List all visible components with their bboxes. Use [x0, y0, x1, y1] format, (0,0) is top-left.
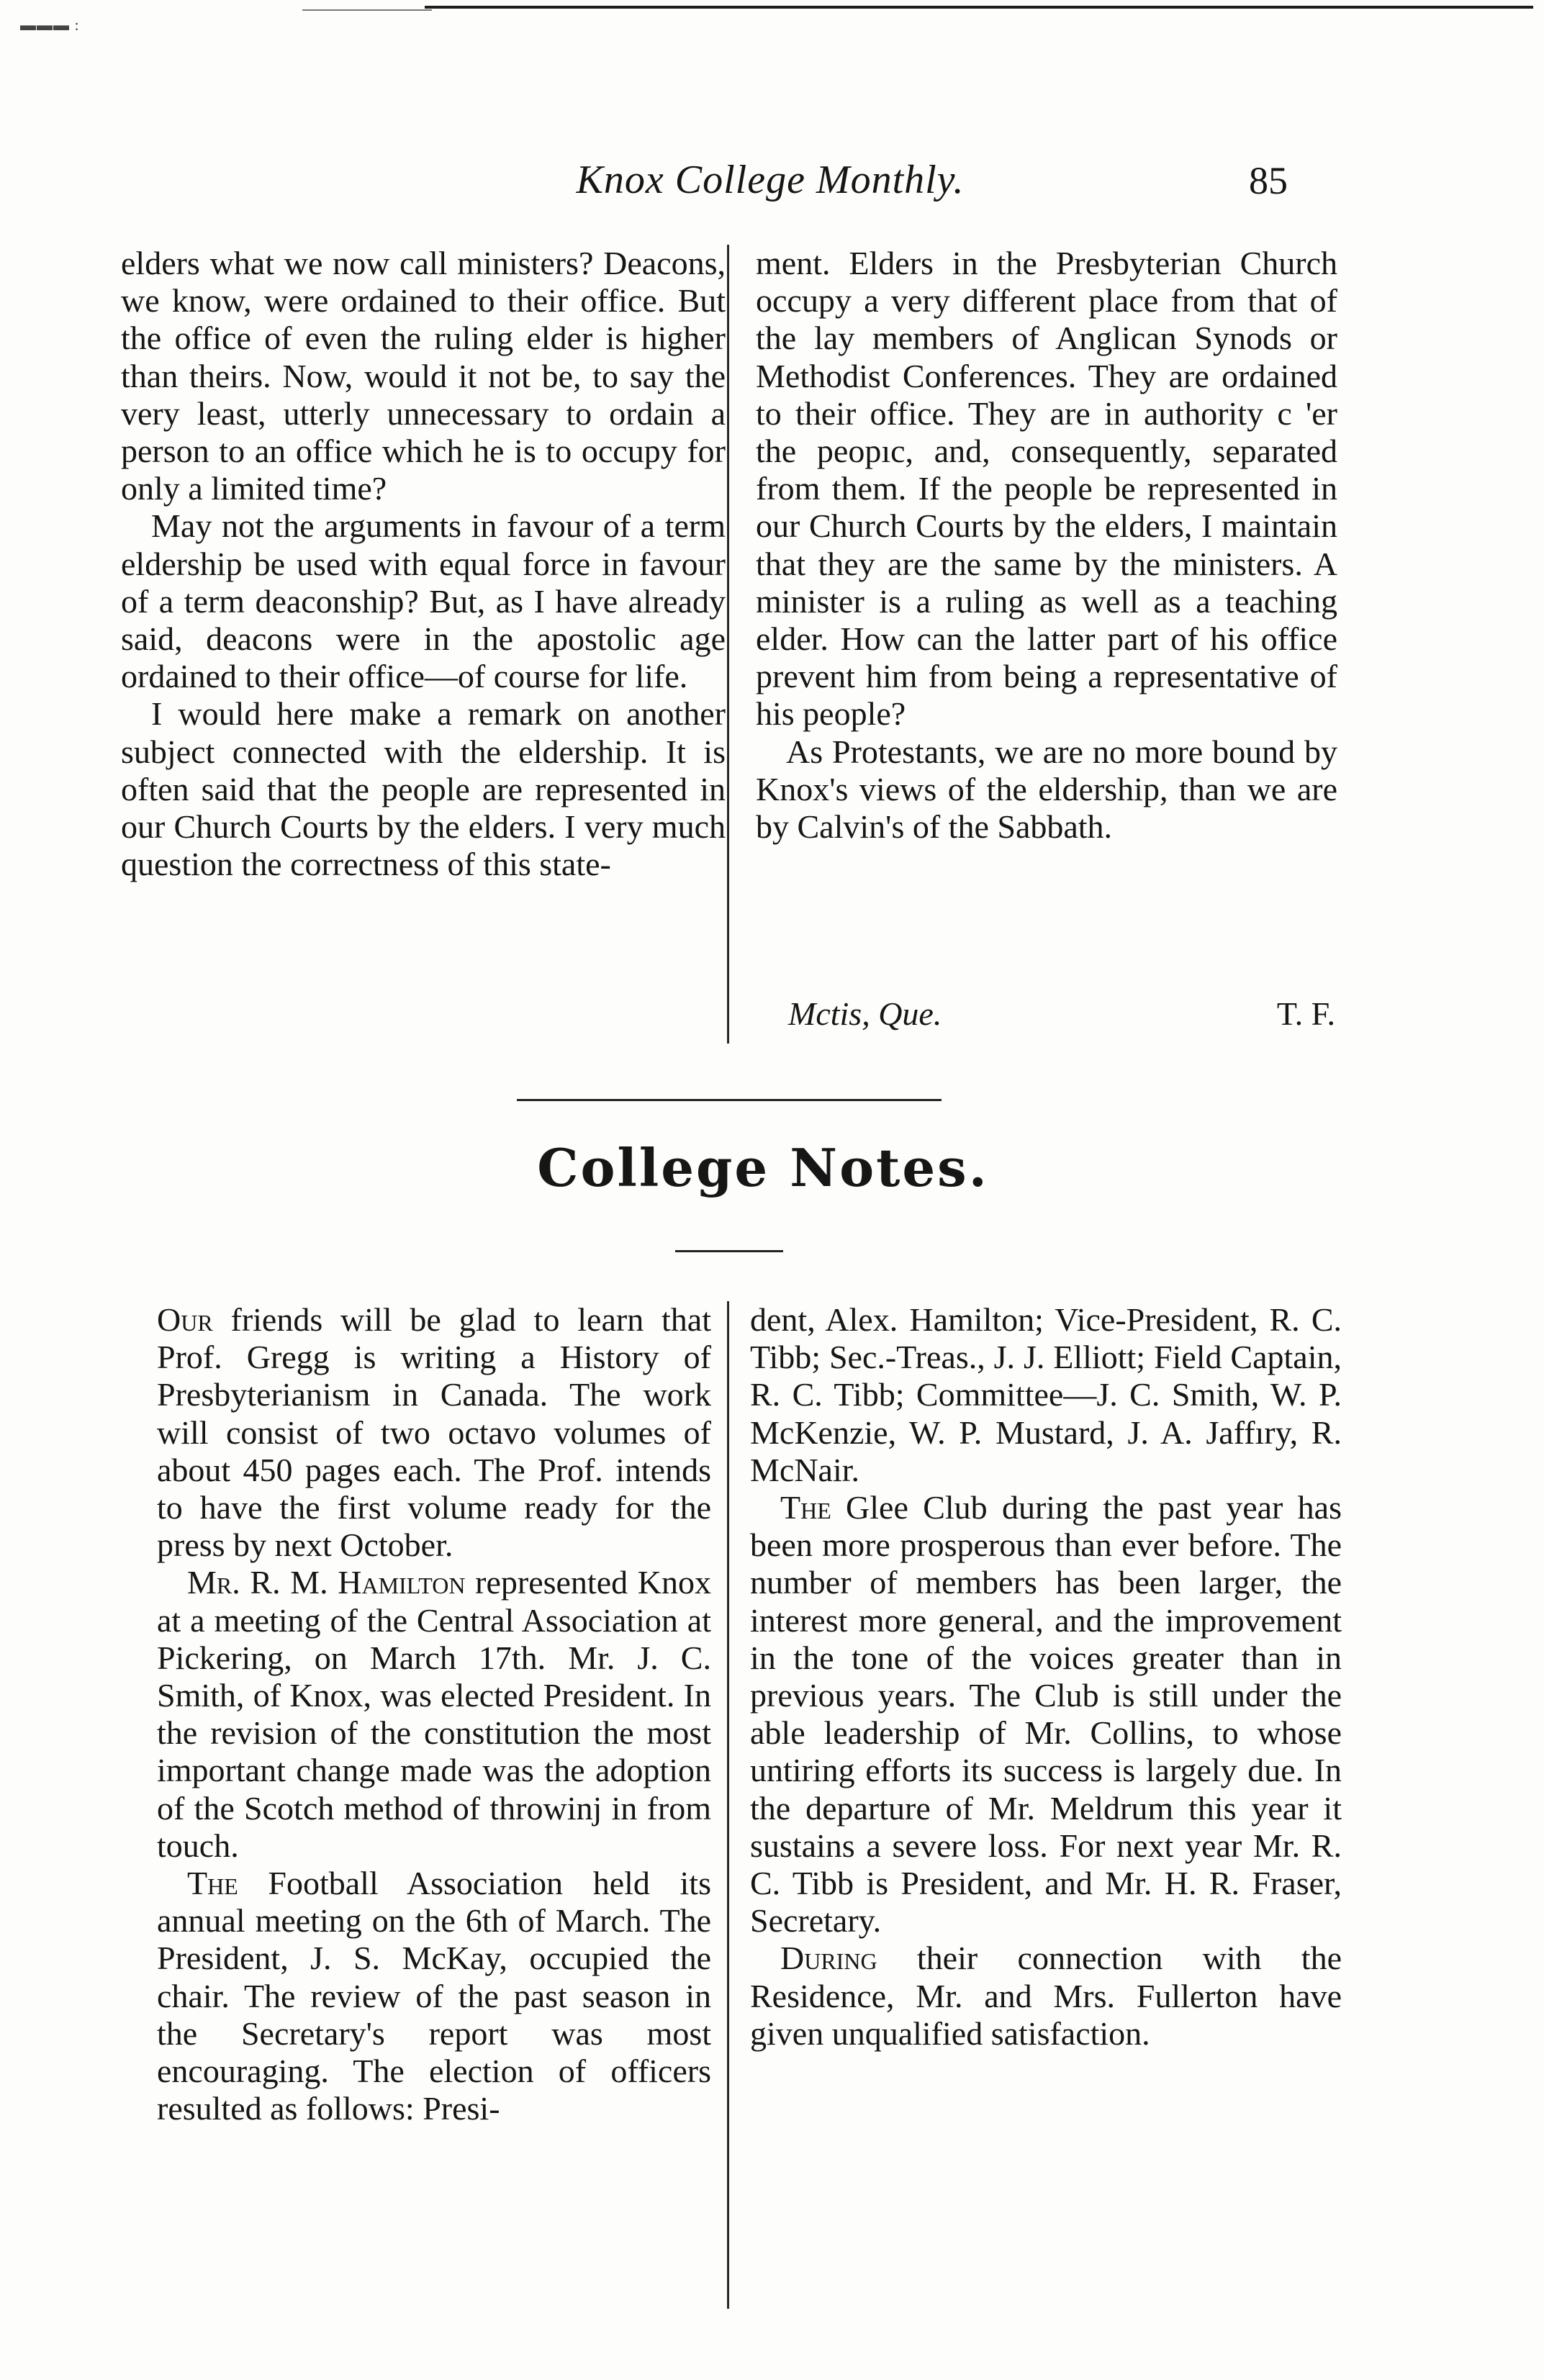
note-text: Glee Club during the past year has been more prosperous than ever before. The number of members has been larger, the interest more general, and the improvement in the tone of the voices greater than in previous years. The Club is still under the able leadership of Mr. Collins, to whose untiring efforts its success is largely due. In the departure of Mr. Meldrum this year it sustains a severe loss. For next year Mr. R. C. Tibb is President, and Mr. H. R. Fraser, Secretary.: [750, 1489, 1342, 1940]
note-text: friends will be glad to learn that Prof. Gregg is writing a History of Presbyterianism in Canada. The work will consist of two octavo volumes of about 450 pages each. The Prof. intends to have the first volume ready for the press by next October.: [157, 1301, 711, 1564]
article-signature: [788, 995, 1335, 1033]
note-text: their connection with the Residence, Mr. and Mrs. Fullerton have given unqualified satisfaction.: [750, 1940, 1342, 2052]
column-divider-bottom: [727, 1301, 729, 2309]
running-header-title: Knox College Monthly.: [576, 158, 965, 202]
notes-left-column: [157, 1301, 711, 2127]
note-paragraph: [157, 1564, 711, 1865]
heading-underline-rule: [675, 1250, 783, 1252]
column-divider-top: [727, 245, 729, 1044]
note-paragraph: [157, 1865, 711, 2127]
notes-right-column: [750, 1301, 1342, 2053]
section-divider-rule: [517, 1099, 942, 1101]
note-lead-in: The: [780, 1489, 831, 1526]
article-right-column: [756, 245, 1337, 846]
note-paragraph: [750, 1940, 1342, 2053]
article-paragraph: elders what we now call ministers? Deacons, we know, were ordained to their office. But the office of even the ruling elder is higher than theirs. Now, would it not be, to say the very least, utterly unnecessary to ordain a person to an office which he is to occupy for only a limited time?: [121, 245, 726, 507]
article-paragraph: ment. Elders in the Presbyterian Church occupy a very different place from that of the lay members of Anglican Synods or Methodist Conferences. They are ordained to their office. They are in authority c 'er the peopıc, and, consequently, separated from them. If the people be represented in our Church Courts by the elders, I maintain that they are the same by the ministers. A minister is a ruling as well as a teaching elder. How can the latter part of his office prevent him from being a representative of his people?: [756, 245, 1337, 733]
note-paragraph: [750, 1489, 1342, 1940]
signature-initials: T. F.: [1276, 995, 1335, 1032]
signature-place: Mctis, Que.: [788, 995, 942, 1032]
note-lead-in: Mr. R. M. Hamilton: [187, 1564, 466, 1601]
article-paragraph: As Protestants, we are no more bound by Knox's views of the eldership, than we are by Calvin's of the Sabbath.: [756, 733, 1337, 846]
corner-mark: ▬▬▬ :: [20, 16, 80, 34]
article-paragraph: I would here make a remark on another subject connected with the eldership. It is often said that the people are represented in our Church Courts by the elders. I very much question the correctness of this state-: [121, 695, 726, 883]
note-text: represented Knox at a meeting of the Central Association at Pickering, on March 17th. Mr. J. C. Smith, of Knox, was elected President. In the revision of the constitution the most important change made was the adoption of the Scotch method of throwinj in from touch.: [157, 1564, 711, 1864]
page-number: 85: [1249, 159, 1288, 202]
note-paragraph: dent, Alex. Hamilton; Vice-President, R. C. Tibb; Sec.-Treas., J. J. Elliott; Field Captain, R. C. Tibb; Committee—J. C. Smith, W. P. McKenzie, W. P. Mustard, J. A. Jaffıry, R. McNair.: [750, 1301, 1342, 1488]
note-lead-in: During: [780, 1940, 877, 1977]
article-paragraph: May not the arguments in favour of a term eldership be used with equal force in favour of a term deaconship? But, as I have already said, deacons were in the apostolic age ordained to their office—of course for life.: [121, 507, 726, 695]
note-text: Football Association held its annual meeting on the 6th of March. The President, J. S. McKay, occupied the chair. The review of the past season in the Secretary's report was most encouraging. The election of officers resulted as follows: Presi-: [157, 1865, 711, 2127]
top-edge-rule: [425, 6, 1533, 9]
article-left-column: [121, 245, 726, 883]
note-lead-in: The: [187, 1865, 238, 1902]
note-paragraph: [157, 1301, 711, 1564]
top-edge-rule-thin: [302, 9, 432, 11]
section-heading: College Notes.: [537, 1137, 989, 1198]
note-lead-in: Our: [157, 1301, 213, 1338]
